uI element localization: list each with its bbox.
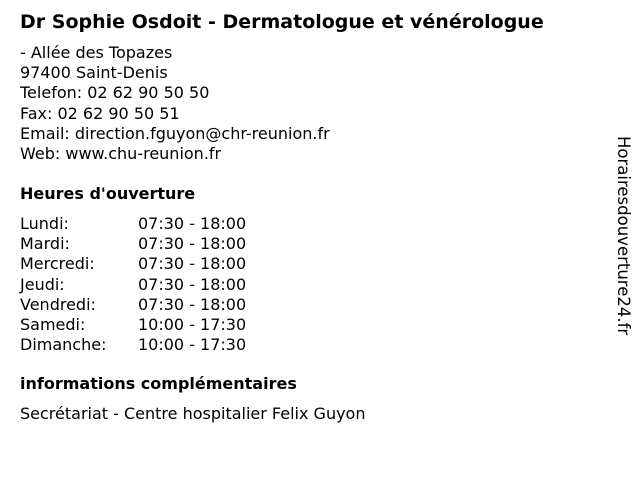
- hours-row-saturday: [20, 315, 246, 335]
- time-range: 10:00 - 17:30: [138, 315, 247, 335]
- opening-hours-heading: Heures d'ouverture: [20, 184, 196, 203]
- day-label: Mardi:: [20, 234, 70, 254]
- site-watermark: [610, 136, 636, 370]
- email-address: Email: direction.fguyon@chr-reunion.fr: [20, 123, 330, 143]
- additional-info-text: Secrétariat - Centre hospitalier Felix Guyon: [20, 404, 366, 423]
- hours-row-tuesday: [20, 234, 246, 254]
- time-range: 07:30 - 18:00: [138, 214, 247, 233]
- opening-hours-table: [20, 214, 246, 355]
- day-label: Vendredi:: [20, 294, 96, 314]
- day-label: Jeudi:: [20, 274, 65, 294]
- hours-row-friday: [20, 295, 246, 315]
- time-range: 07:30 - 18:00: [138, 234, 247, 254]
- website-address: Web: www.chu-reunion.fr: [20, 144, 222, 164]
- hours-row-thursday: [20, 275, 246, 295]
- page-title: Dr Sophie Osdoit - Dermatologue et vénérologue: [20, 11, 544, 33]
- contact-block: [20, 43, 330, 164]
- hours-row-monday: [20, 214, 246, 234]
- time-range: 07:30 - 18:00: [138, 254, 247, 274]
- address-city: 97400 Saint-Denis: [20, 63, 168, 83]
- hours-row-wednesday: [20, 254, 246, 274]
- time-range: 10:00 - 17:30: [138, 335, 247, 355]
- phone-number: Telefon: 02 62 90 50 50: [20, 83, 210, 103]
- fax-number: Fax: 02 62 90 50 51: [20, 103, 180, 123]
- day-label: Mercredi:: [20, 254, 95, 274]
- hours-row-sunday: [20, 335, 246, 355]
- time-range: 07:30 - 18:00: [138, 294, 247, 314]
- day-label: Dimanche:: [20, 335, 107, 355]
- day-label: Lundi:: [20, 214, 69, 233]
- additional-info-heading: informations complémentaires: [20, 374, 297, 393]
- time-range: 07:30 - 18:00: [138, 274, 247, 294]
- watermark-text: Horairesdouverture24.fr: [614, 136, 633, 336]
- day-label: Samedi:: [20, 315, 86, 335]
- address-street: - Allée des Topazes: [20, 43, 173, 62]
